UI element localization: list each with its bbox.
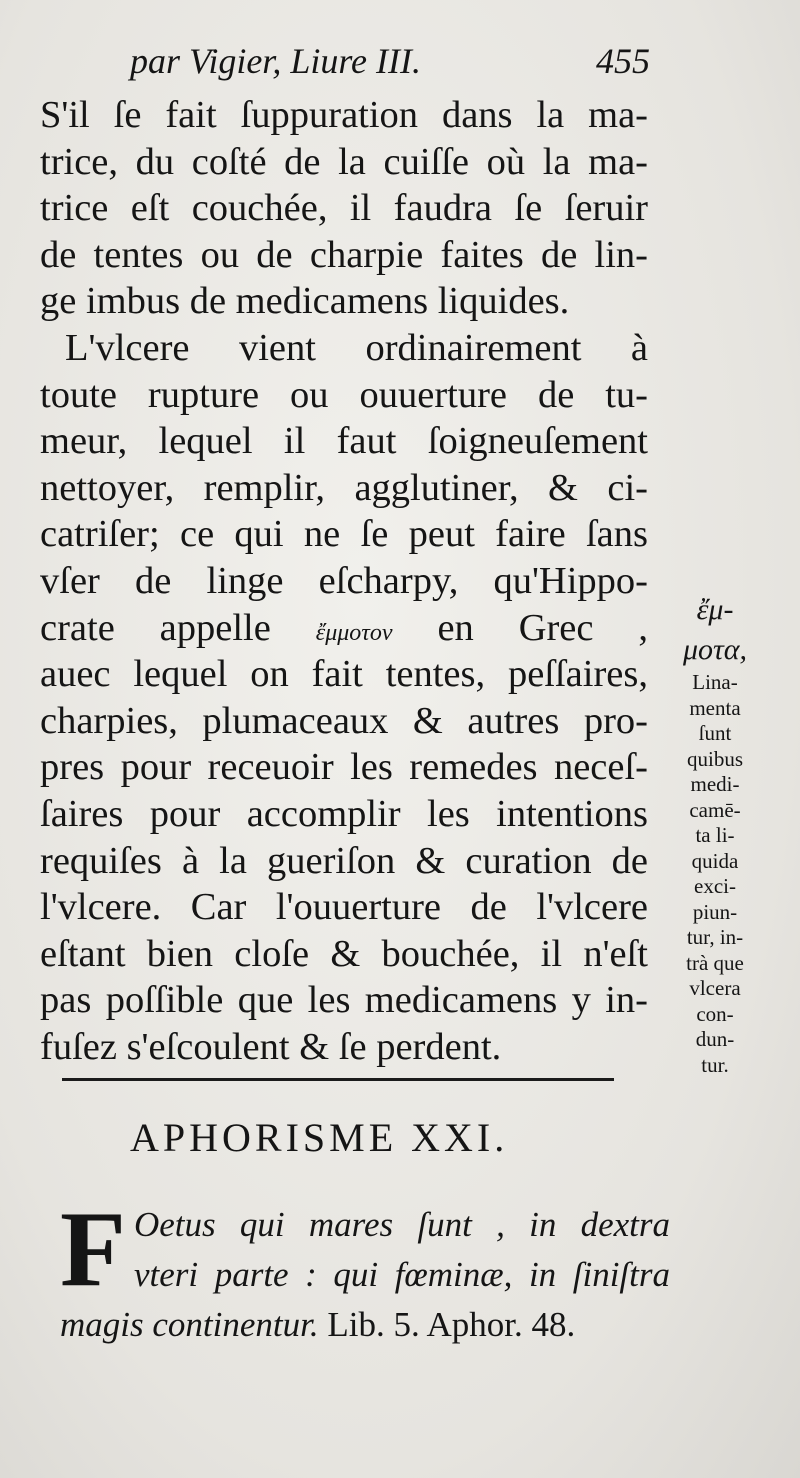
text-line: catriſer; ce qui ne ſe peut faire ſans [40,513,648,556]
margin-note [660,590,770,1078]
text-line: l'vlcere. Car l'ouuerture de l'vlcere [40,886,648,929]
aphorism-line [60,1300,670,1350]
text-line: meur, lequel il faut ſoigneuſement [40,420,648,463]
text-line: requiſes à la gueriſon & curation de [40,839,648,882]
text-line: vſer de linge eſcharpy, qu'Hippo- [40,559,648,602]
aphorism-segment: magis continentur. [60,1305,319,1344]
text-line: trice, du coſté de la cuiſſe où la ma- [40,140,648,183]
page-number: 455 [596,41,650,81]
page-header [130,40,650,90]
margin-latin: tur. [701,1052,729,1077]
text-line: ſaires pour accomplir les intentions [40,792,648,835]
text-line: eſtant bien cloſe & bouchée, il n'eſt [40,932,648,975]
text-line-greek [40,605,648,652]
aphorism-line: Oetus qui mares ſunt , in dextra [133,1205,670,1244]
text-segment: crate appelle [40,606,271,649]
margin-latin: quibus [686,746,743,771]
margin-latin: exci- [694,874,736,898]
margin-greek: ἔμ- [696,593,734,626]
aphorism-line: vteri parte : qui fœminæ, in ſiniſtra [133,1255,670,1294]
text-line: nettoyer, remplir, agglutiner, & ci- [40,466,648,509]
margin-latin: vlcera [689,976,741,1000]
margin-latin: ſunt [698,721,732,745]
text-line: ge imbus de medicamens liquides. [40,280,570,323]
section-heading: APHORISME XXI. [130,1115,509,1160]
greek-word: ἔμμοτον [315,619,393,646]
margin-latin: menta [689,695,741,720]
section-divider [62,1078,614,1081]
text-line: pas poſſible que les medicamens y in- [40,979,648,1022]
margin-latin: medi- [690,772,740,796]
margin-latin: ta li- [695,823,735,847]
aphorism-text [60,1190,670,1350]
margin-greek: μοτα, [682,633,748,666]
text-line: auec lequel on fait tentes, peſſaires, [40,653,648,696]
text-segment: en Grec , [437,606,649,649]
margin-latin: Lina- [692,670,738,694]
aphorism-reference: Lib. 5. Aphor. 48. [327,1305,576,1344]
margin-latin: piun- [692,899,738,924]
text-line: L'vlcere vient ordinairement à [65,326,648,369]
main-text [40,92,648,1070]
text-line: de tentes ou de charpie faites de lin- [40,233,648,276]
margin-latin: camē- [689,797,741,822]
margin-latin: dun- [695,1027,735,1051]
text-line: trice eſt couchée, il faudra ſe ſeruir [40,187,648,230]
text-line: toute rupture ou ouuerture de tu- [40,373,648,416]
drop-cap: F [60,1190,126,1309]
running-title: par Vigier, Liure III. [130,41,421,81]
text-line: S'il ſe fait ſuppuration dans la ma- [40,94,648,136]
margin-latin: con- [696,1001,734,1026]
margin-latin: tur, in- [686,925,744,949]
margin-latin: quida [691,848,739,873]
text-line: pres pour receuoir les remedes neceſ- [40,746,648,789]
margin-latin: trà que [686,950,744,975]
text-line: charpies, plumaceaux & autres pro- [40,699,648,742]
text-line: fuſez s'eſcoulent & ſe perdent. [40,1025,502,1068]
